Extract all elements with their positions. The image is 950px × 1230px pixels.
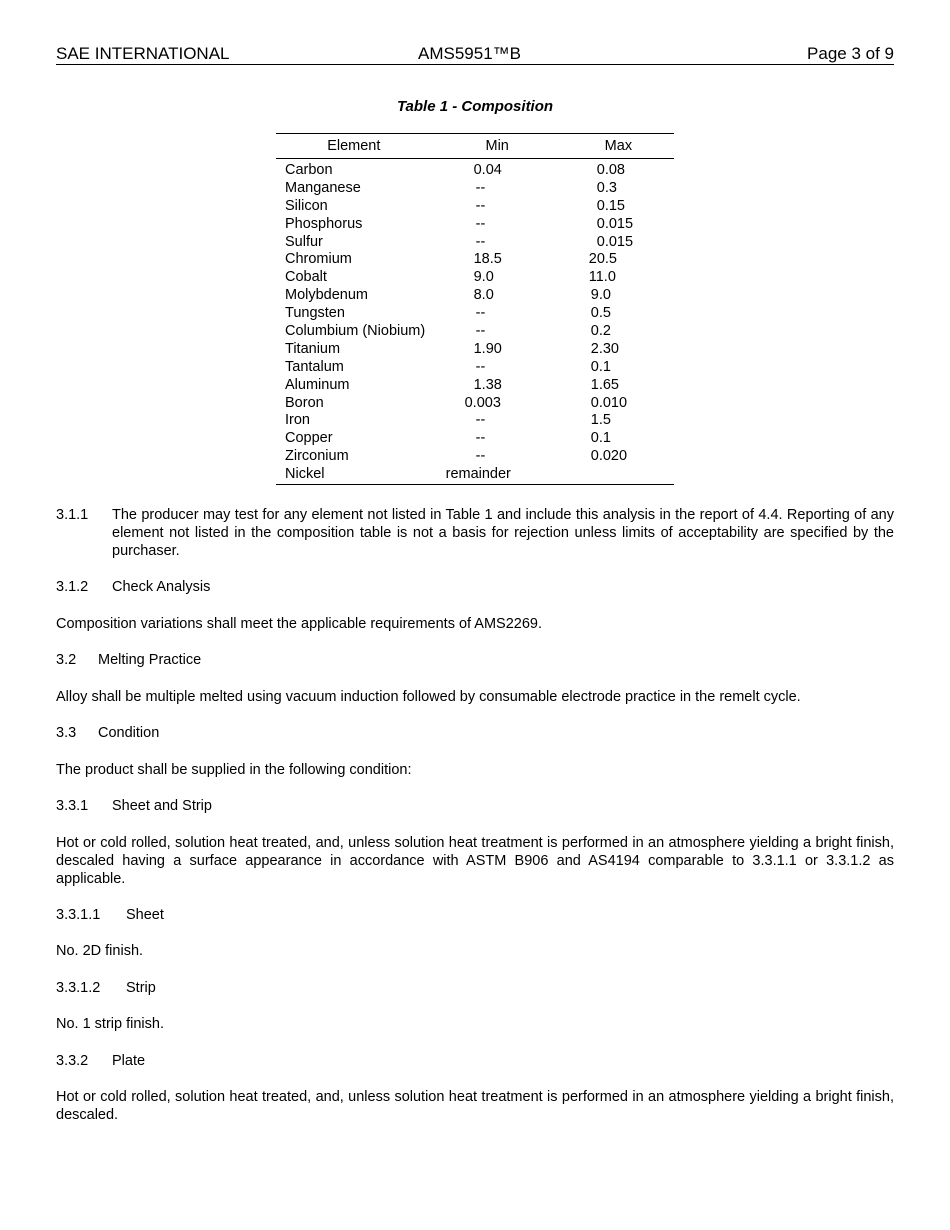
- cell-element: Boron: [285, 394, 324, 411]
- cell-max: 0.010: [590, 394, 628, 411]
- section-3-3-1-1-heading: Sheet: [126, 907, 164, 923]
- cell-min: 1.90: [473, 340, 502, 357]
- plate-paragraph: Hot or cold rolled, solution heat treated, and, unless solution heat treatment is performed in an atmosphere yielding a bright finish, descaled.: [56, 1089, 894, 1123]
- table-header-row: [276, 134, 674, 159]
- table-row: [276, 180, 674, 198]
- cell-min: 0.04: [473, 162, 502, 178]
- table-row: [276, 466, 674, 484]
- table-row: [276, 341, 674, 359]
- cell-max: 2.30: [590, 340, 619, 357]
- melting-practice-paragraph: Alloy shall be multiple melted using vacuum induction followed by consumable electrode practice in the remelt cycle.: [56, 689, 801, 705]
- section-3-3-1-heading: Sheet and Strip: [112, 798, 212, 814]
- cell-max: [563, 466, 674, 484]
- table-row: [276, 323, 674, 341]
- table-row: [276, 395, 674, 413]
- section-3-2-number: 3.2: [56, 652, 77, 668]
- cell-max: 0.5: [590, 305, 611, 322]
- composition-table: [276, 133, 674, 485]
- cell-element: Titanium: [285, 340, 341, 357]
- table-row: [276, 448, 674, 466]
- cell-element: Cobalt: [285, 269, 327, 286]
- cell-min: --: [475, 233, 486, 250]
- cell-min: --: [475, 448, 486, 465]
- table-row: [276, 234, 674, 252]
- cell-max: 0.2: [590, 323, 611, 340]
- section-3-3-2-number: 3.3.2: [56, 1053, 89, 1069]
- cell-element: Sulfur: [285, 233, 323, 250]
- header-org: SAE INTERNATIONAL: [56, 44, 230, 63]
- cell-max: 1.65: [590, 376, 619, 393]
- cell-max: 0.3: [596, 179, 617, 196]
- sheet-finish-paragraph: No. 2D finish.: [56, 943, 144, 959]
- strip-finish-paragraph: No. 1 strip finish.: [56, 1016, 164, 1032]
- check-analysis-paragraph: Composition variations shall meet the applicable requirements of AMS2269.: [56, 616, 543, 632]
- table-row: [276, 359, 674, 377]
- cell-element: Phosphorus: [285, 215, 363, 232]
- table-row: [276, 198, 674, 216]
- cell-element: Tungsten: [285, 305, 345, 322]
- cell-min: --: [475, 197, 486, 214]
- section-3-1-1-number: 3.1.1: [56, 507, 89, 523]
- cell-min: 9.0: [473, 269, 494, 286]
- section-3-3-heading: Condition: [98, 725, 160, 741]
- cell-min: --: [475, 412, 486, 429]
- table-row: [276, 287, 674, 305]
- section-3-3-1-1-number: 3.3.1.1: [56, 907, 101, 923]
- table-row: [276, 305, 674, 323]
- cell-element: Chromium: [285, 251, 352, 268]
- cell-max: 0.15: [596, 197, 625, 214]
- cell-min: --: [475, 179, 486, 196]
- cell-min: 0.003: [464, 394, 501, 411]
- cell-min: 8.0: [473, 287, 494, 304]
- cell-max: 9.0: [590, 287, 611, 304]
- cell-element: Silicon: [285, 197, 328, 214]
- cell-element: Aluminum: [285, 376, 350, 393]
- cell-element: Tantalum: [285, 358, 344, 375]
- header-page-number: Page 3 of 9: [807, 44, 894, 63]
- section-3-1-1-text: The producer may test for any element not listed in Table 1 and include this analysis in the report of 4.4. Reporting of any element not listed in the composition table is not a basis for rejection unless limits of acceptability are specified by the purchaser.: [112, 507, 894, 559]
- cell-element: Copper: [285, 430, 333, 447]
- cell-min: 1.38: [473, 376, 502, 393]
- cell-min: 18.5: [473, 251, 502, 268]
- cell-max: 0.015: [596, 233, 634, 250]
- column-header-max: Max: [563, 134, 674, 159]
- table-body: [276, 159, 674, 485]
- section-3-3-1-number: 3.3.1: [56, 798, 89, 814]
- table-row: [276, 269, 674, 287]
- cell-element: Carbon: [285, 162, 333, 178]
- section-3-1-2-number: 3.1.2: [56, 579, 89, 595]
- table-row: [276, 251, 674, 269]
- cell-max: 0.1: [590, 358, 611, 375]
- cell-max: 1.5: [590, 412, 611, 429]
- section-3-3-2-heading: Plate: [112, 1053, 146, 1069]
- header-doc-id: AMS5951™B: [418, 44, 521, 63]
- section-3-1-2-heading: Check Analysis: [112, 579, 211, 595]
- sheet-and-strip-paragraph: Hot or cold rolled, solution heat treated, and, unless solution heat treatment is performed in an atmosphere yielding a bright finish, descaled having a surface appearance in accordance with ASTM B906 and AS4194 comparable to 3.3.1.1 or 3.3.1.2 as applicable.: [56, 835, 894, 887]
- cell-max: 0.08: [596, 162, 625, 178]
- table-row: [276, 412, 674, 430]
- section-3-3-1-2-number: 3.3.1.2: [56, 980, 101, 996]
- cell-element: Manganese: [285, 179, 361, 196]
- cell-max: 0.015: [596, 215, 634, 232]
- cell-min: --: [475, 430, 486, 447]
- table-row: [276, 377, 674, 395]
- column-header-min: Min: [432, 134, 563, 159]
- column-header-element: Element: [276, 134, 432, 159]
- cell-element: Nickel: [276, 466, 432, 484]
- table-row: [276, 430, 674, 448]
- cell-max: 0.1: [590, 430, 611, 447]
- table-row: [276, 216, 674, 234]
- cell-element: Columbium (Niobium): [285, 323, 426, 340]
- table-title: Table 1 - Composition: [396, 98, 554, 115]
- cell-min: --: [475, 323, 486, 340]
- cell-element: Molybdenum: [285, 287, 369, 304]
- cell-element: Zirconium: [285, 448, 349, 465]
- cell-max: 20.5: [588, 251, 617, 268]
- cell-min: --: [475, 215, 486, 232]
- cell-min: --: [475, 305, 486, 322]
- cell-min: --: [475, 358, 486, 375]
- section-3-3-number: 3.3: [56, 725, 77, 741]
- section-3-2-heading: Melting Practice: [98, 652, 202, 668]
- cell-element: Iron: [285, 412, 310, 429]
- table-row: [276, 159, 674, 180]
- cell-max: 11.0: [588, 269, 616, 286]
- cell-min: remainder: [432, 466, 563, 484]
- condition-paragraph: The product shall be supplied in the following condition:: [56, 762, 412, 778]
- section-3-3-1-2-heading: Strip: [126, 980, 156, 996]
- page-header: [56, 44, 894, 65]
- cell-max: 0.020: [590, 448, 628, 465]
